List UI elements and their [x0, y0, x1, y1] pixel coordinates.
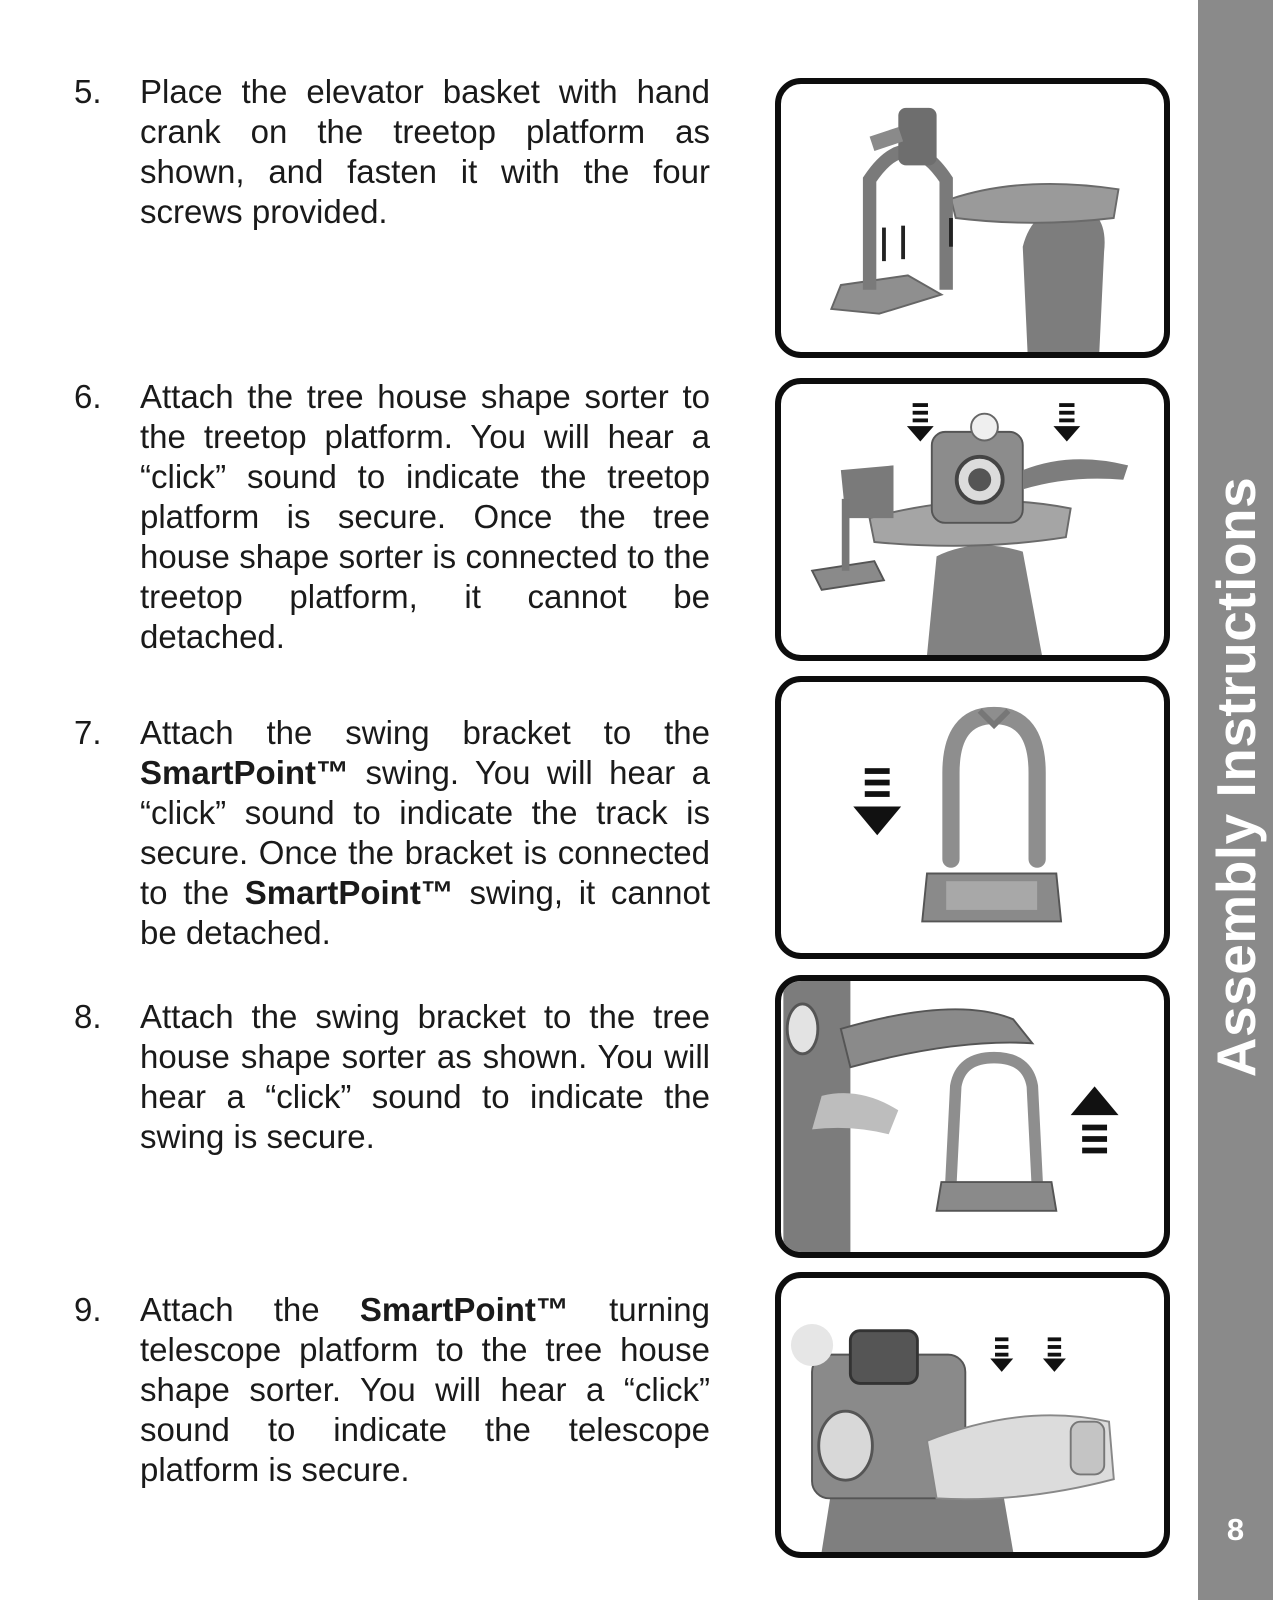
- arrow-down-icon: [990, 1337, 1013, 1371]
- illustration-step-9: [775, 1272, 1170, 1558]
- step-text-part: swing. You will hear a “click” sound to indicate the track is secure. Once the bracket is connected to the: [140, 754, 710, 911]
- step-text: Attach the tree house shape sorter to the treetop platform. You will hear a “click” sound to indicate the treetop platform is secure. Once the tree house shape sorter is connected to the treetop platform, it cannot be detached.: [140, 378, 710, 655]
- step-text-part: turning telescope platform to the tree house shape sorter. You will hear a “click” sound to indicate the telescope platform is secure.: [140, 1291, 711, 1488]
- illustration-step-5: [775, 78, 1170, 358]
- step-text: Attach the swing bracket to the tree house shape sorter as shown. You will hear a “click” sound to indicate the swing is secure.: [140, 998, 710, 1155]
- swing-attach-illustration: [781, 981, 1164, 1252]
- brand-name: SmartPoint™: [244, 874, 454, 911]
- step-text: [140, 1290, 710, 1490]
- arrow-down-icon: [853, 768, 901, 835]
- elevator-basket-illustration: [781, 84, 1164, 352]
- arrow-down-icon: [1053, 403, 1080, 441]
- swing-bracket-illustration: [781, 682, 1164, 953]
- illustration-step-6: [775, 378, 1170, 661]
- step-number: 8.: [74, 998, 102, 1035]
- brand-name: SmartPoint™: [359, 1291, 569, 1328]
- arrow-down-icon: [1043, 1337, 1066, 1371]
- brand-name: SmartPoint™: [140, 754, 350, 791]
- step-number: 6.: [74, 378, 102, 415]
- page-number: 8: [1226, 1512, 1245, 1547]
- step-text: Place the elevator basket with hand crank on the treetop platform as shown, and fasten it with the four screws provided.: [140, 73, 710, 230]
- shape-sorter-illustration: [781, 384, 1164, 655]
- step-number: 9.: [74, 1291, 102, 1328]
- illustration-step-7: [775, 676, 1170, 959]
- arrow-up-icon: [1071, 1086, 1119, 1153]
- step-text: [140, 713, 710, 953]
- illustration-step-8: [775, 975, 1170, 1258]
- arrow-down-icon: [907, 403, 934, 441]
- step-text-part: swing, it cannot be detached.: [140, 874, 710, 951]
- step-text-part: Attach the: [140, 1291, 320, 1328]
- telescope-platform-illustration: [781, 1278, 1164, 1552]
- step-number: 5.: [74, 73, 102, 110]
- step-text-part: Attach the swing bracket to the: [140, 714, 710, 751]
- section-title: Assembly Instructions: [1205, 476, 1267, 1078]
- step-number: 7.: [74, 714, 102, 751]
